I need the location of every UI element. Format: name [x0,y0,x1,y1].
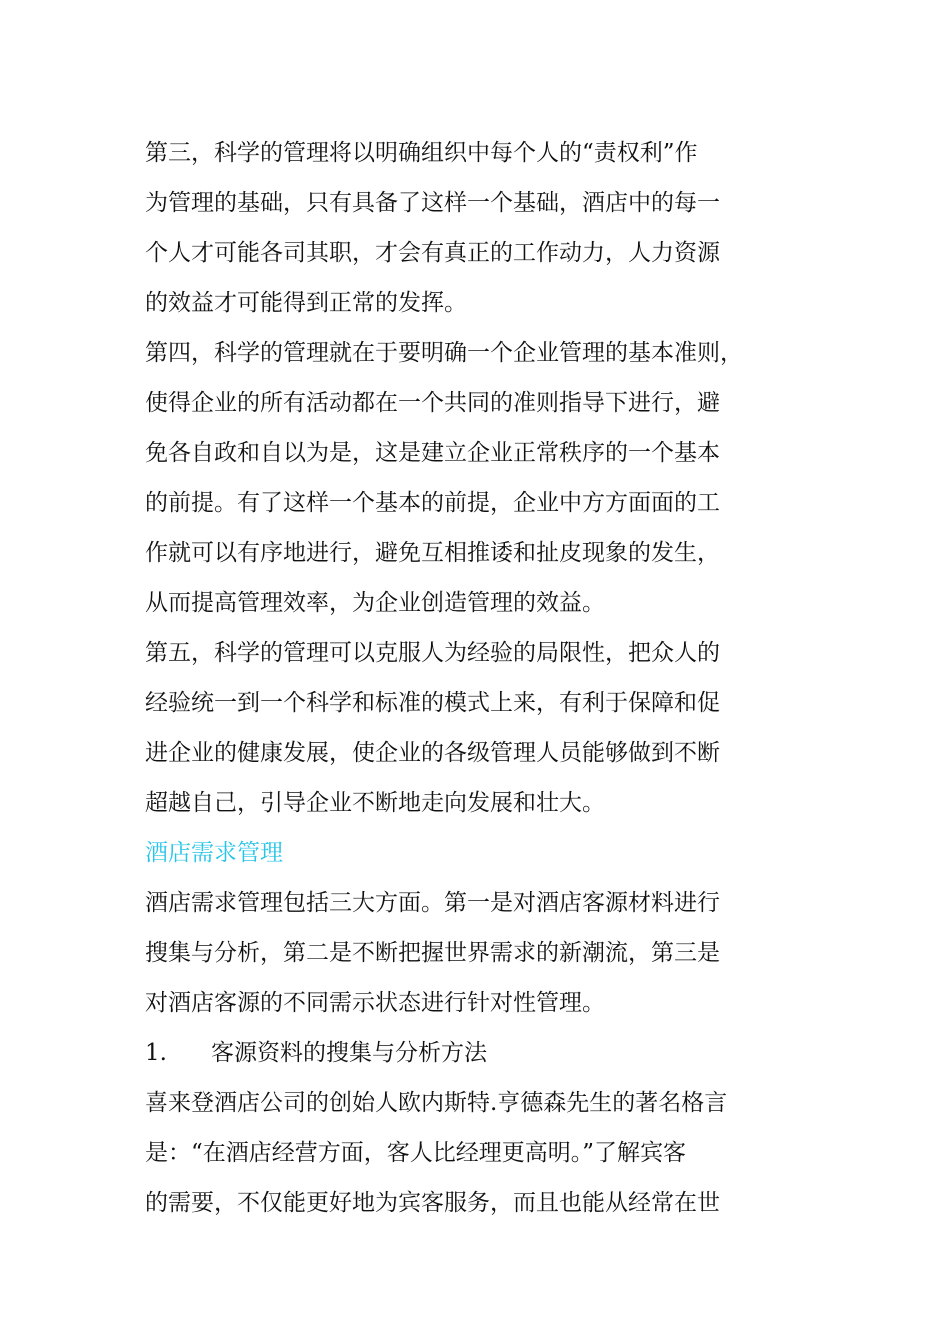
text-line: 第四，科学的管理就在于要明确一个企业管理的基本准则， [145,340,743,366]
document-page [145,128,805,1228]
text-line: 使得企业的所有活动都在一个共同的准则指导下进行，避 [145,390,720,416]
text-line: 经验统一到一个科学和标准的模式上来，有利于保障和促 [145,690,720,716]
text-line: 的效益才可能得到正常的发挥。 [145,290,467,316]
text-line: 喜来登酒店公司的创始人欧内斯特.亨德森先生的著名格言 [145,1090,728,1116]
paragraph-fifth [145,628,805,828]
text-line: 从而提高管理效率，为企业创造管理的效益。 [145,590,605,616]
paragraph-third [145,128,805,328]
text-line: 超越自己，引导企业不断地走向发展和壮大。 [145,790,605,816]
closing-paragraph [145,1078,805,1228]
paragraph-fourth [145,328,805,628]
text-line: 的前提。有了这样一个基本的前提，企业中方方面面的工 [145,490,720,516]
numbered-list-item [145,1028,805,1078]
text-line: 搜集与分析，第二是不断把握世界需求的新潮流，第三是 [145,940,720,966]
text-line: 酒店需求管理包括三大方面。第一是对酒店客源材料进行 [145,890,720,916]
list-number: 1. [145,1040,167,1066]
text-line: 免各自政和自以为是，这是建立企业正常秩序的一个基本 [145,440,720,466]
text-line: 进企业的健康发展，使企业的各级管理人员能够做到不断 [145,740,720,766]
text-line: 第五，科学的管理可以克服人为经验的局限性，把众人的 [145,640,720,666]
text-line: 个人才可能各司其职，才会有真正的工作动力，人力资源 [145,240,720,266]
list-item-title: 客源资料的搜集与分析方法 [211,1040,487,1066]
text-line: 为管理的基础，只有具备了这样一个基础，酒店中的每一 [145,190,720,216]
text-line: 作就可以有序地进行，避免互相推诿和扯皮现象的发生， [145,540,720,566]
text-line: 对酒店客源的不同需示状态进行针对性管理。 [145,990,605,1016]
section-heading: 酒店需求管理 [145,840,283,866]
text-line: 第三，科学的管理将以明确组织中每个人的“责权利”作 [145,140,698,166]
text-line: 的需要，不仅能更好地为宾客服务，而且也能从经常在世 [145,1190,720,1216]
section-intro [145,878,805,1028]
text-line: 是：“在酒店经营方面，客人比经理更高明。”了解宾客 [145,1140,687,1166]
